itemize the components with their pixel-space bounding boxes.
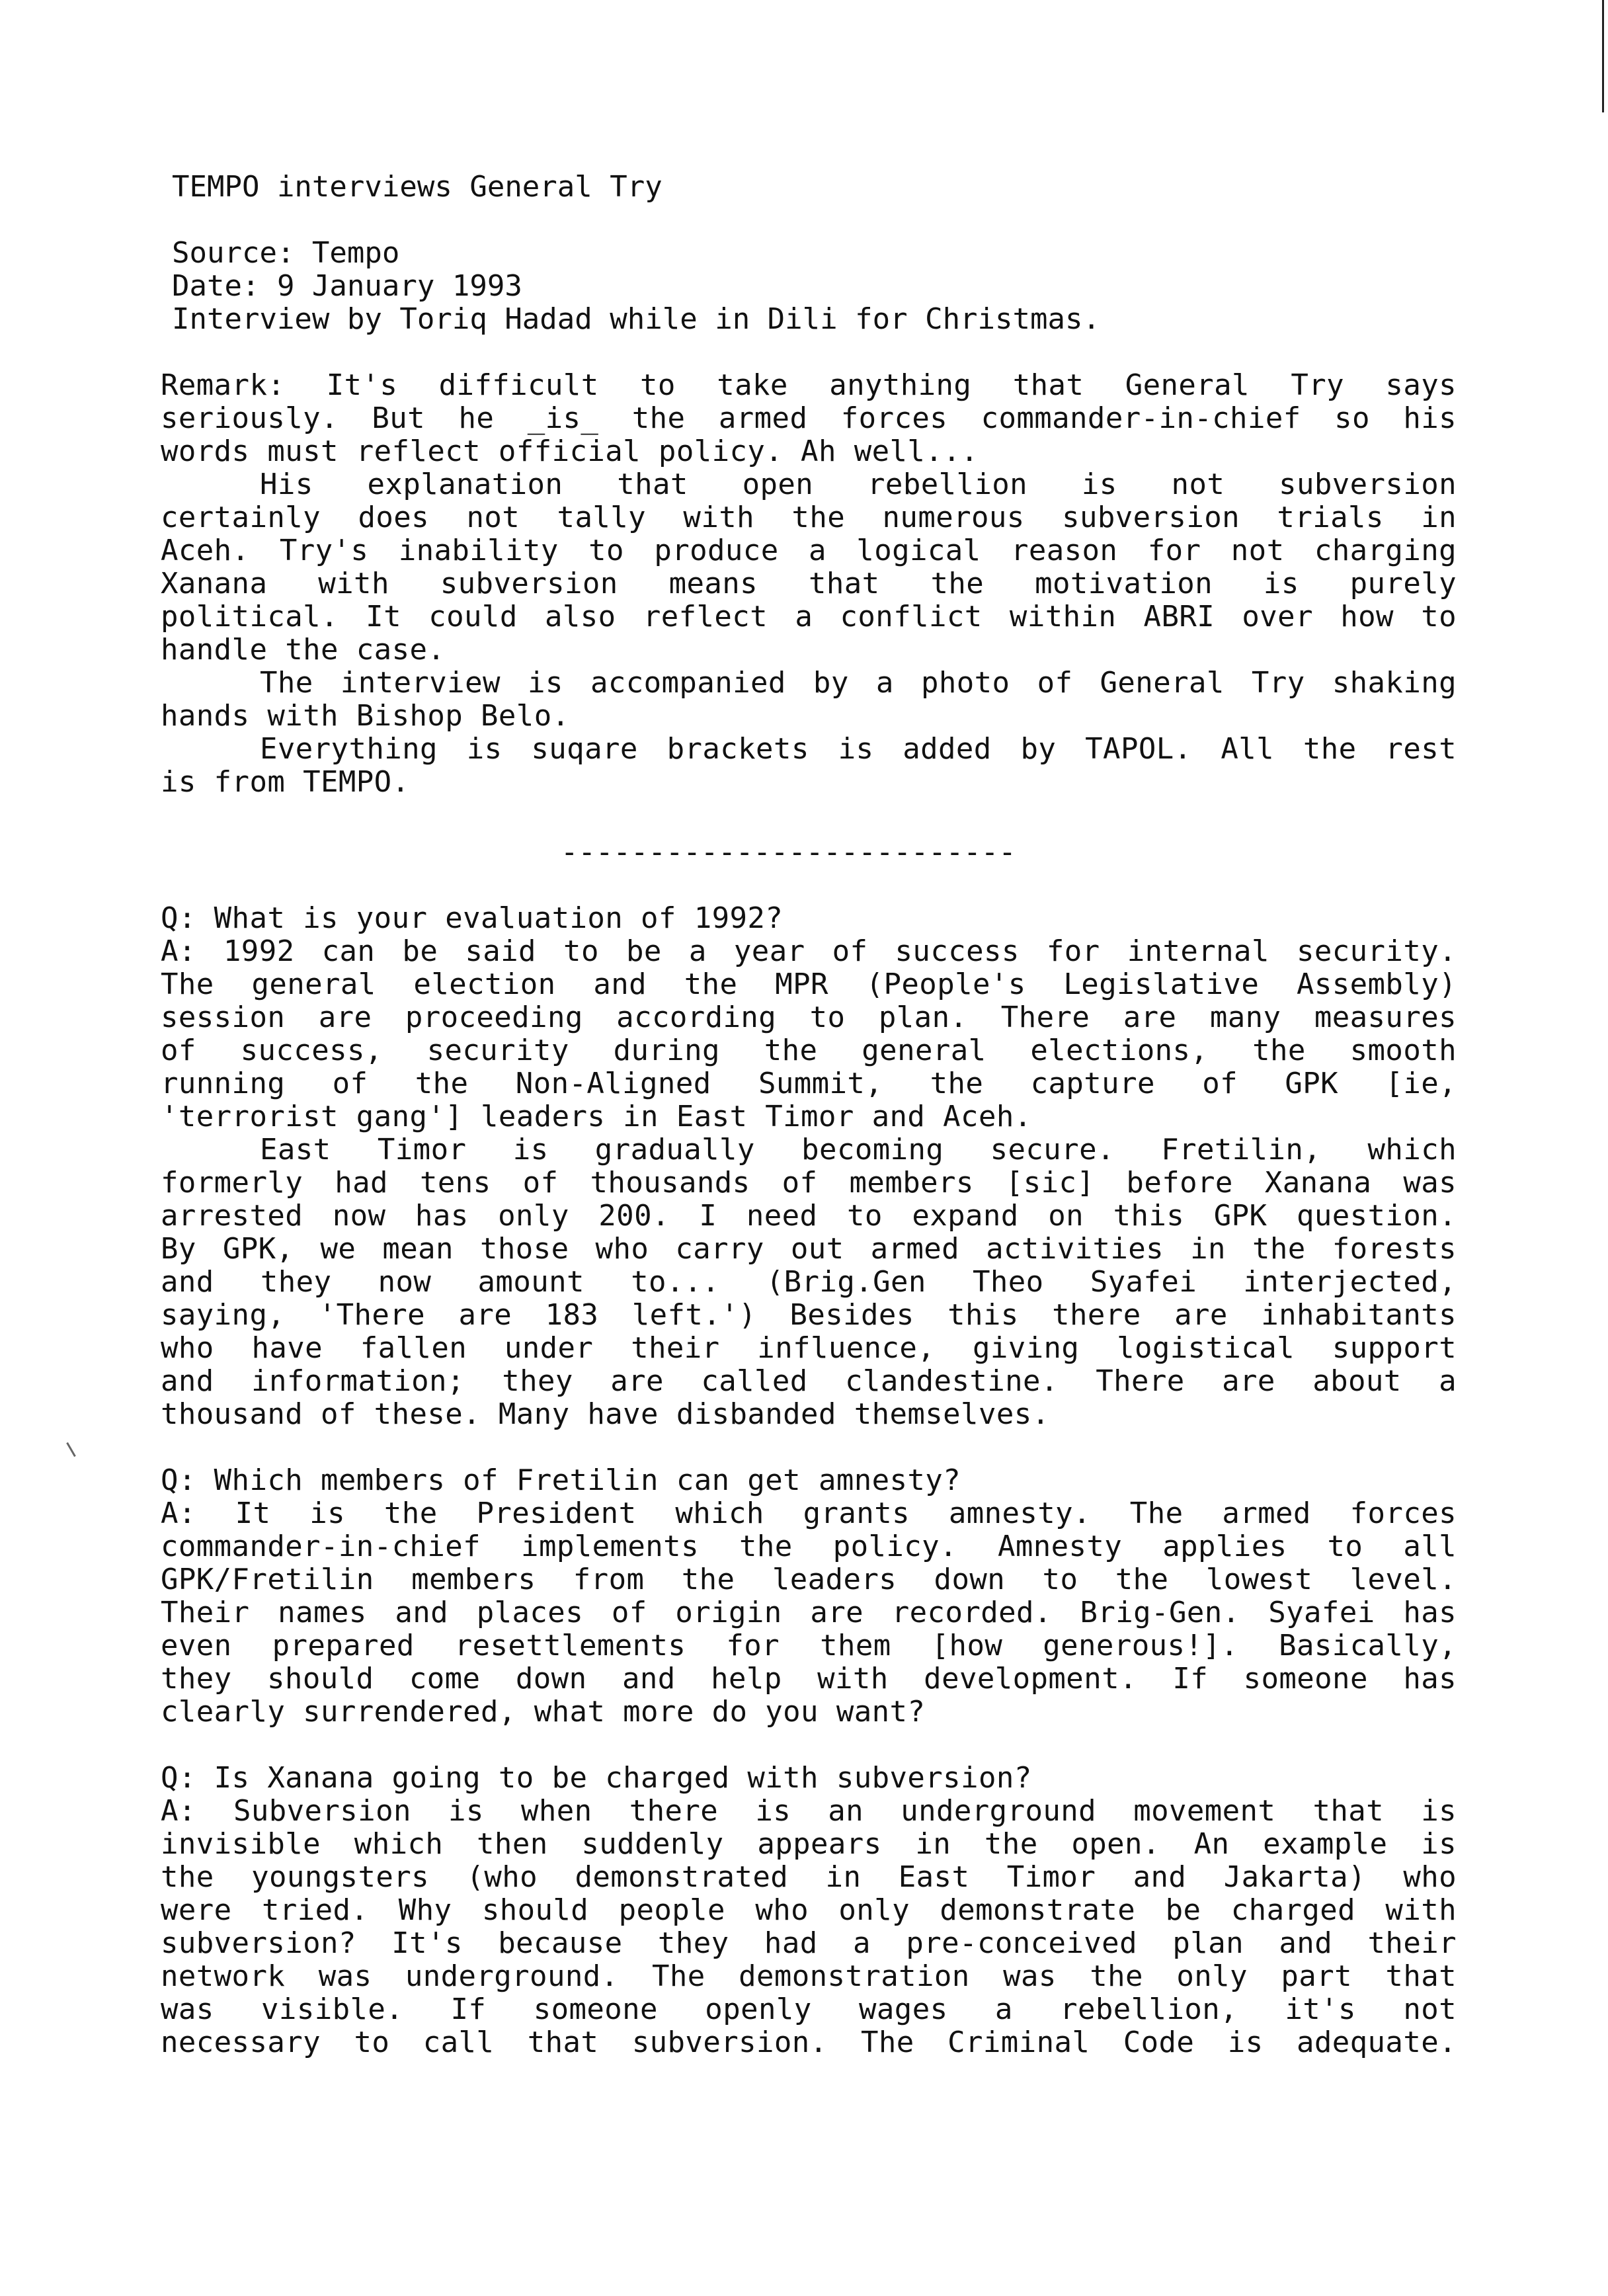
- answer-line: East Timor is gradually becoming secure. Fretilin, which: [260, 1133, 1457, 1167]
- answer-line: 'terrorist gang'] leaders in East Timor and Aceh.: [161, 1100, 1032, 1133]
- document-title: TEMPO interviews General Try: [172, 170, 663, 204]
- answer-line: running of the Non-Aligned Summit, the capture of GPK [ie,: [161, 1067, 1457, 1100]
- answer-line: formerly had tens of thousands of members [sic] before Xanana was: [161, 1166, 1457, 1200]
- section-divider: --------------------------: [561, 835, 1016, 869]
- answer-line: The general election and the MPR (People's Legislative Assembly): [161, 967, 1457, 1001]
- answer-line: necessary to call that subversion. The Criminal Code is adequate.: [161, 2026, 1457, 2059]
- qa-section-3: [161, 1762, 1457, 2059]
- remark-line: His explanation that open rebellion is not subversion: [260, 468, 1457, 501]
- answer-line: even prepared resettlements for them [how generous!]. Basically,: [161, 1629, 1457, 1662]
- question-line: Q: Is Xanana going to be charged with subversion?: [161, 1761, 1032, 1795]
- remark-line: is from TEMPO.: [161, 765, 410, 799]
- remark-line: seriously. But he _is_ the armed forces commander-in-chief so his: [161, 401, 1457, 435]
- remark-line: words must reflect official policy. Ah well...: [161, 434, 979, 468]
- answer-line: A: Subversion is when there is an underground movement that is: [161, 1794, 1457, 1828]
- answer-line: clearly surrendered, what more do you want?: [161, 1695, 926, 1729]
- margin-mark: [66, 1442, 76, 1457]
- answer-line: of success, security during the general elections, the smooth: [161, 1034, 1457, 1067]
- answer-line: saying, 'There are 183 left.') Besides this there are inhabitants: [161, 1298, 1457, 1332]
- question-line: Q: What is your evaluation of 1992?: [161, 901, 784, 935]
- qa-section-1: [161, 902, 1457, 1431]
- answer-line: subversion? It's because they had a pre-conceived plan and their: [161, 1926, 1457, 1960]
- answer-line: who have fallen under their influence, giving logistical support: [161, 1331, 1457, 1365]
- answer-line: commander-in-chief implements the policy. Amnesty applies to all: [161, 1530, 1457, 1563]
- answer-line: GPK/Fretilin members from the leaders down to the lowest level.: [161, 1563, 1457, 1596]
- answer-line: network was underground. The demonstration was the only part that: [161, 1959, 1457, 1993]
- answer-line: thousand of these. Many have disbanded themselves.: [161, 1397, 1050, 1431]
- answer-line: the youngsters (who demonstrated in East Timor and Jakarta) who: [161, 1860, 1457, 1894]
- qa-section-2: [161, 1464, 1457, 1729]
- remark-section: [161, 369, 1457, 799]
- answer-line: A: 1992 can be said to be a year of success for internal security.: [161, 934, 1457, 968]
- question-line: Q: Which members of Fretilin can get amnesty?: [161, 1463, 961, 1497]
- remark-line: handle the case.: [161, 633, 446, 667]
- remark-line: political. It could also reflect a conflict within ABRI over how to: [161, 600, 1457, 634]
- remark-line: certainly does not tally with the numerous subversion trials in: [161, 501, 1457, 534]
- answer-line: arrested now has only 200. I need to expand on this GPK question.: [161, 1199, 1457, 1233]
- answer-line: invisible which then suddenly appears in the open. An example is: [161, 1827, 1457, 1861]
- answer-line: and they now amount to... (Brig.Gen Theo Syafei interjected,: [161, 1265, 1457, 1299]
- answer-line: A: It is the President which grants amnesty. The armed forces: [161, 1496, 1457, 1530]
- source-line: Source: Tempo: [172, 236, 400, 270]
- interviewer-line: Interview by Toriq Hadad while in Dili for Christmas.: [172, 302, 1100, 336]
- remark-line: Everything is suqare brackets is added by TAPOL. All the rest: [260, 732, 1457, 766]
- answer-line: were tried. Why should people who only demonstrate be charged with: [161, 1893, 1457, 1927]
- remark-line: Aceh. Try's inability to produce a logical reason for not charging: [161, 534, 1457, 567]
- answer-line: was visible. If someone openly wages a rebellion, it's not: [161, 1992, 1457, 2026]
- header-block: [172, 171, 1100, 336]
- answer-line: they should come down and help with development. If someone has: [161, 1662, 1457, 1696]
- remark-line: The interview is accompanied by a photo of General Try shaking: [260, 666, 1457, 700]
- date-line: Date: 9 January 1993: [172, 269, 522, 303]
- remark-line: hands with Bishop Belo.: [161, 699, 570, 733]
- remark-line: Remark: It's difficult to take anything that General Try says: [161, 368, 1457, 402]
- answer-line: session are proceeding according to plan. There are many measures: [161, 1001, 1457, 1034]
- answer-line: By GPK, we mean those who carry out armed activities in the forests: [161, 1232, 1457, 1266]
- answer-line: and information; they are called clandestine. There are about a: [161, 1364, 1457, 1398]
- scan-edge-line: [1602, 0, 1604, 112]
- remark-line: Xanana with subversion means that the motivation is purely: [161, 567, 1457, 600]
- answer-line: Their names and places of origin are recorded. Brig-Gen. Syafei has: [161, 1596, 1457, 1629]
